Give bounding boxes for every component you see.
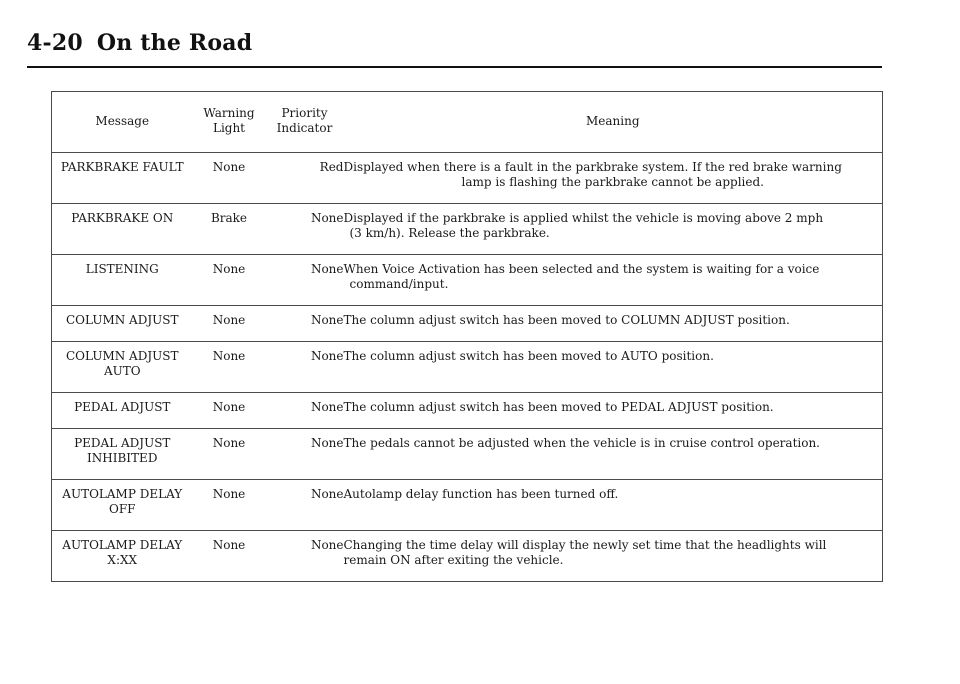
warning-light-cell: None xyxy=(193,393,266,429)
priority-cell: None xyxy=(266,480,344,531)
table-row xyxy=(52,531,883,582)
table-header-row xyxy=(52,92,883,153)
section-title: On the Road xyxy=(96,30,253,56)
warning-light-cell: None xyxy=(193,429,266,480)
priority-cell: None xyxy=(266,342,344,393)
priority-cell: Red xyxy=(266,153,344,204)
table-row xyxy=(52,393,883,429)
warning-light-cell: None xyxy=(193,480,266,531)
column-header-message: Message xyxy=(52,92,193,153)
priority-cell: None xyxy=(266,255,344,306)
table-row xyxy=(52,255,883,306)
message-cell: PARKBRAKE ON xyxy=(52,204,193,255)
message-cell: COLUMN ADJUST AUTO xyxy=(52,342,193,393)
table-row xyxy=(52,480,883,531)
meaning-cell: Displayed when there is a fault in the parkbrake system. If the red brake warning lamp is flashing the parkbrake cannot be applied. xyxy=(344,153,883,204)
message-table xyxy=(51,91,883,582)
meaning-cell: Changing the time delay will display the newly set time that the headlights will remain ON after exiting the vehicle. xyxy=(344,531,883,582)
priority-cell: None xyxy=(266,531,344,582)
table-row xyxy=(52,429,883,480)
meaning-cell: Autolamp delay function has been turned off. xyxy=(344,480,883,531)
warning-light-cell: None xyxy=(193,342,266,393)
meaning-cell: The column adjust switch has been moved to COLUMN ADJUST position. xyxy=(344,306,883,342)
message-cell: PARKBRAKE FAULT xyxy=(52,153,193,204)
message-cell: AUTOLAMP DELAY X:XX xyxy=(52,531,193,582)
meaning-cell: Displayed if the parkbrake is applied whilst the vehicle is moving above 2 mph (3 km/h). Release the parkbrake. xyxy=(344,204,883,255)
meaning-cell: The column adjust switch has been moved to AUTO position. xyxy=(344,342,883,393)
warning-light-cell: None xyxy=(193,531,266,582)
priority-cell: None xyxy=(266,393,344,429)
meaning-cell: The column adjust switch has been moved to PEDAL ADJUST position. xyxy=(344,393,883,429)
warning-light-cell: Brake xyxy=(193,204,266,255)
page-header xyxy=(27,30,252,56)
table-row xyxy=(52,204,883,255)
table-row xyxy=(52,306,883,342)
header-rule xyxy=(27,66,882,68)
table-row xyxy=(52,153,883,204)
column-header-warning-light: Warning Light xyxy=(193,92,266,153)
meaning-cell: The pedals cannot be adjusted when the vehicle is in cruise control operation. xyxy=(344,429,883,480)
column-header-priority-indicator: Priority Indicator xyxy=(266,92,344,153)
message-cell: PEDAL ADJUST xyxy=(52,393,193,429)
message-cell: LISTENING xyxy=(52,255,193,306)
priority-cell: None xyxy=(266,204,344,255)
table-row xyxy=(52,342,883,393)
meaning-cell: When Voice Activation has been selected and the system is waiting for a voice command/input. xyxy=(344,255,883,306)
priority-cell: None xyxy=(266,306,344,342)
message-cell: PEDAL ADJUST INHIBITED xyxy=(52,429,193,480)
message-cell: COLUMN ADJUST xyxy=(52,306,193,342)
warning-light-cell: None xyxy=(193,153,266,204)
warning-light-cell: None xyxy=(193,306,266,342)
priority-cell: None xyxy=(266,429,344,480)
message-cell: AUTOLAMP DELAY OFF xyxy=(52,480,193,531)
page-number: 4-20 xyxy=(27,30,83,56)
column-header-meaning: Meaning xyxy=(344,92,883,153)
warning-light-cell: None xyxy=(193,255,266,306)
